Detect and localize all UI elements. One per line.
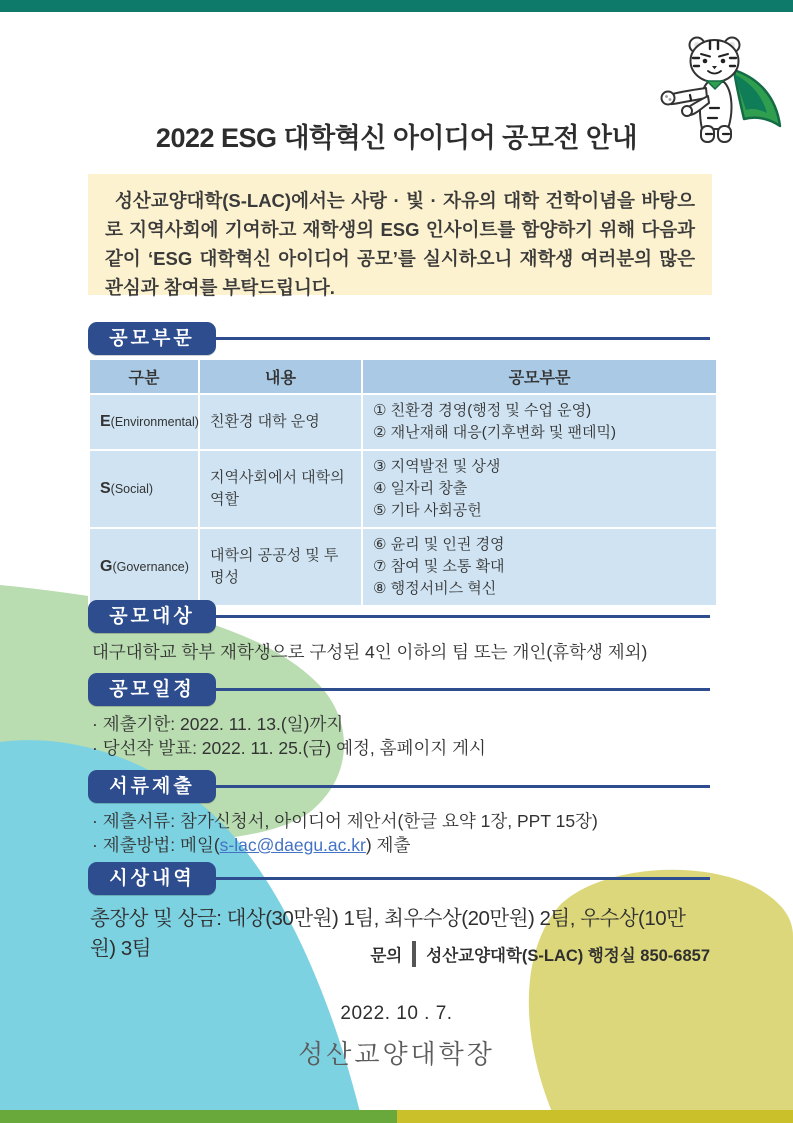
table-row xyxy=(89,394,717,450)
table-header-row xyxy=(89,359,717,394)
cell-parts xyxy=(362,528,717,606)
date-text: 2022. 10 . 7. xyxy=(340,1003,453,1024)
section-parts-line xyxy=(216,337,710,340)
part-item: ⑥ 윤리 및 인권 경영 xyxy=(373,536,505,553)
section-submission-badge: 서류제출 xyxy=(88,770,216,803)
section-schedule-line xyxy=(216,688,710,691)
contact-value: 성산교양대학(S-LAC) 행정실 850-6857 xyxy=(426,947,710,965)
part-item: ④ 일자리 창출 xyxy=(373,480,468,497)
section-parts-header xyxy=(88,322,710,355)
schedule-list xyxy=(92,712,710,760)
page-title: 2022 ESG 대학혁신 아이디어 공모전 안내 xyxy=(155,123,638,153)
section-schedule-badge: 공모일정 xyxy=(88,673,216,706)
section-submission-header xyxy=(88,770,710,803)
part-item: ② 재난재해 대응(기후변화 및 팬데믹) xyxy=(373,424,616,441)
submission-item-method: · 제출방법: 메일(s-lac@daegu.ac.kr) 제출 xyxy=(92,835,411,855)
section-parts-badge: 공모부문 xyxy=(88,322,216,355)
section-target-line xyxy=(216,615,710,618)
col-header-type: 구분 xyxy=(89,359,199,394)
col-header-content: 내용 xyxy=(199,359,362,394)
table-row xyxy=(89,528,717,606)
section-submission-line xyxy=(216,785,710,788)
part-item: ⑤ 기타 사회공헌 xyxy=(373,502,482,519)
bottom-bar-yellow xyxy=(397,1110,793,1123)
submission-list xyxy=(92,809,710,857)
contact-divider xyxy=(412,941,416,967)
intro-box xyxy=(88,174,712,298)
email-link[interactable]: s-lac@daegu.ac.kr xyxy=(219,835,366,855)
part-item: ③ 지역발전 및 상생 xyxy=(373,458,501,475)
section-awards-header xyxy=(88,862,710,895)
esg-table-body xyxy=(89,394,717,606)
target-text: 대구대학교 학부 재학생으로 구성된 4인 이하의 팀 또는 개인(휴학생 제외) xyxy=(92,642,648,662)
part-item: ⑧ 행정서비스 혁신 xyxy=(373,580,497,597)
cell-content: 친환경 대학 운영 xyxy=(199,394,362,450)
section-awards-badge: 시상내역 xyxy=(88,862,216,895)
cell-type: S(Social) xyxy=(89,450,199,528)
top-accent-bar xyxy=(0,0,793,12)
signature-text: 성산교양대학장 xyxy=(298,1039,495,1069)
part-item: ① 친환경 경영(행정 및 수업 운영) xyxy=(373,402,592,419)
section-schedule-header xyxy=(88,673,710,706)
prize-text: 총장상 및 상금: 대상(30만원) 1팀, 최우수상(20만원) 2팀, 우수상(10만원) 3팀 xyxy=(90,907,686,960)
cell-type: G(Governance) xyxy=(89,528,199,606)
cell-parts xyxy=(362,394,717,450)
contact-label: 문의 xyxy=(370,947,403,965)
table-row xyxy=(89,450,717,528)
esg-table xyxy=(88,358,718,607)
cell-content: 지역사회에서 대학의 역할 xyxy=(199,450,362,528)
col-header-parts: 공모부문 xyxy=(362,359,717,394)
section-target-badge: 공모대상 xyxy=(88,600,216,633)
schedule-item: · 제출기한: 2022. 11. 13.(일)까지 xyxy=(92,714,344,734)
part-item: ⑦ 참여 및 소통 확대 xyxy=(373,558,505,575)
cell-parts xyxy=(362,450,717,528)
section-awards-line xyxy=(216,877,710,880)
cell-content: 대학의 공공성 및 투명성 xyxy=(199,528,362,606)
contact-line xyxy=(88,941,710,967)
schedule-item: · 당선작 발표: 2022. 11. 25.(금) 예정, 홈페이지 게시 xyxy=(92,738,486,758)
cell-type: E(Environmental) xyxy=(89,394,199,450)
submission-item-docs: · 제출서류: 참가신청서, 아이디어 제안서(한글 요약 1장, PPT 15장) xyxy=(92,811,598,831)
intro-text: 성산교양대학(S-LAC)에서는 사랑 · 빛 · 자유의 대학 건학이념을 바탕으로 지역사회에 기여하고 재학생의 ESG 인사이트를 함양하기 위해 다음과 같이 ‘ESG 대학혁신 아이디어 공모’를 실시하오니 재학생 여러분의 많은 관심과 참여를 부탁드립니다. xyxy=(105,190,695,298)
section-target-header xyxy=(88,600,710,633)
bottom-bar-green xyxy=(0,1110,397,1123)
